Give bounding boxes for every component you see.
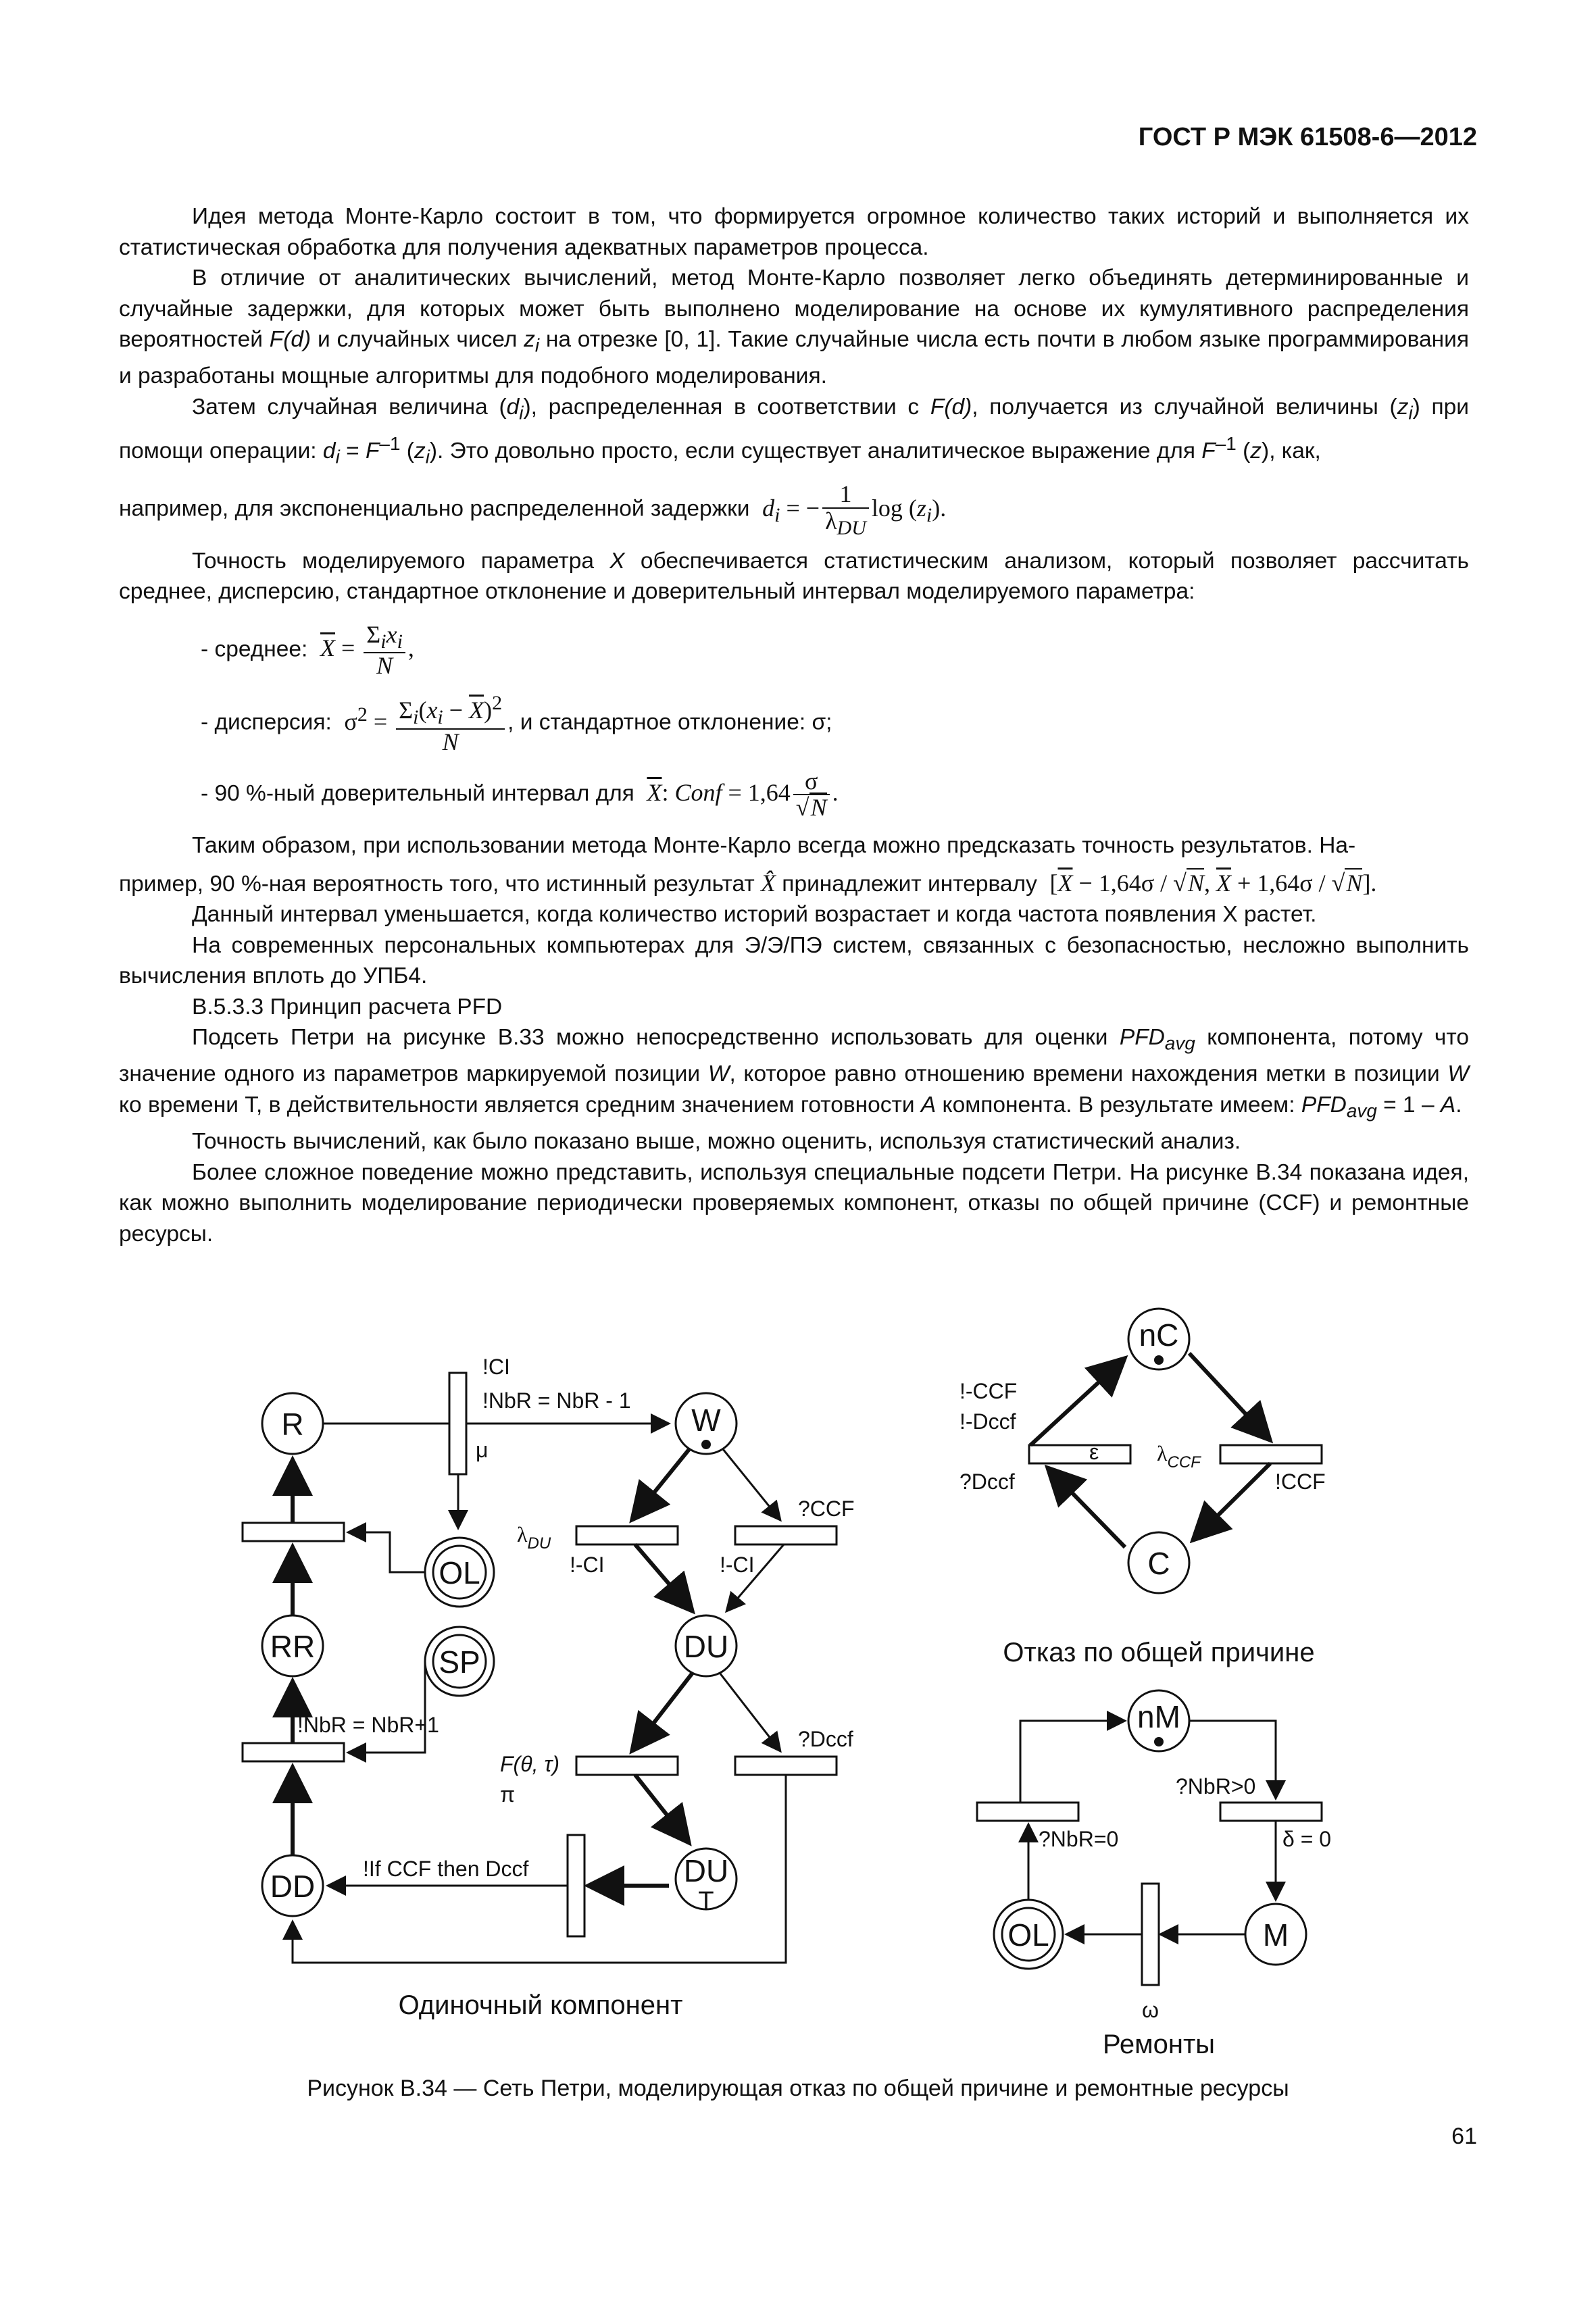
title-ccf: Отказ по общей причине	[1003, 1638, 1315, 1667]
label-f-theta: F(θ, τ)	[500, 1752, 559, 1776]
token-nM	[1154, 1737, 1164, 1746]
title-single-component: Одиночный компонент	[398, 1990, 683, 2020]
label-pi: π	[500, 1782, 516, 1807]
label-SP: SP	[439, 1644, 480, 1680]
transition-dccf	[735, 1757, 837, 1775]
paragraph-11: Точность вычислений, как было показано выше, можно оценить, используя статистический анализ.	[192, 1129, 1241, 1155]
label-not-ccf: !-CCF	[959, 1379, 1018, 1403]
label-q-ccf: ?CCF	[798, 1496, 855, 1521]
label-nC: nC	[1139, 1317, 1179, 1353]
transition-if-ccf	[568, 1835, 584, 1936]
label-epsilon: ε	[1089, 1440, 1099, 1464]
transition-repair	[243, 1523, 344, 1541]
title-repairs: Ремонты	[1102, 2030, 1216, 2059]
label-nbr-inc: !NbR = NbR+1	[297, 1713, 439, 1737]
label-mu: μ	[476, 1438, 489, 1462]
transition-test	[576, 1757, 678, 1775]
label-DD: DD	[270, 1869, 316, 1904]
paragraph-9: На современных персональных компьютерах для Э/Э/ПЭ систем, связанных с безопасностью, несложно выполнить вычисления вплоть до УПБ4.	[119, 932, 1469, 989]
paragraph-8: Данный интервал уменьшается, когда количество историй возрастает и когда частота появления X растет.	[192, 902, 1317, 928]
paragraph-12: Более сложное поведение можно представить, используя специальные подсети Петри. На рисунке B.34 показана идея, как можно выполнить моделирование периодически проверяемых компонент, отказы по общей причине (CCF) и ремонтные ресурсы.	[119, 1159, 1469, 1247]
label-M: M	[1262, 1917, 1289, 1953]
transition-mu	[449, 1373, 466, 1474]
label-q-nbr-eq0: ?NbR=0	[1039, 1827, 1119, 1851]
label-C: C	[1147, 1546, 1170, 1581]
label-q-nbr-gt0: ?NbR>0	[1176, 1774, 1256, 1799]
variance-formula: - дисперсия: $\sigma^2$ = $\frac{\Sigma_i(x_i - \overline{X})^2}{N}$ , и стандартное отклонение: σ;	[201, 692, 832, 755]
transition-ccf	[735, 1526, 837, 1544]
label-nbr-dec: !NbR = NbR - 1	[482, 1388, 631, 1413]
label-if-ccf: !If CCF then Dccf	[363, 1857, 529, 1881]
label-ex-ccf: !CCF	[1275, 1469, 1326, 1494]
label-RR: RR	[270, 1629, 316, 1664]
paragraph-7: пример, 90 %-ная вероятность того, что истинный результат X̂ принадлежит интервалу [$\overline{X} - 1,64\sigma / √N$, $\overline{X} + 1,64\sigma / √N$].	[119, 869, 1377, 897]
transition-nbr-inc	[243, 1743, 344, 1761]
label-not-dccf: !-Dccf	[959, 1409, 1016, 1434]
label-not-ci-2: !-CI	[720, 1553, 755, 1577]
document-header: ГОСТ Р МЭК 61508-6—2012	[1138, 123, 1477, 151]
label-lambda-du: $\lambda_{DU}$	[517, 1522, 551, 1553]
page-number: 61	[1451, 2123, 1477, 2149]
label-q-dccf-2: ?Dccf	[959, 1469, 1015, 1494]
label-q-dccf: ?Dccf	[798, 1727, 853, 1751]
label-ci: !CI	[482, 1355, 510, 1379]
transition-lambda-du	[576, 1526, 678, 1544]
transition-omega	[1142, 1884, 1159, 1985]
label-lambda-ccf: $\lambda_{CCF}$	[1157, 1441, 1201, 1472]
label-DUT-bottom: T	[698, 1887, 714, 1915]
token-nC	[1154, 1355, 1164, 1365]
transition-nbr-eq0	[977, 1803, 1078, 1821]
label-nM: nM	[1137, 1699, 1180, 1734]
label-W: W	[691, 1403, 721, 1438]
paragraph-2: В отличие от аналитических вычислений, метод Монте-Карло позволяет легко объединять детерминированные и случайные задержки, для которых может быть выполнено моделирование на основе их кумулятивного распределения вероятностей F(d) и случайных чисел $z_i$ на отрезке [0, 1]. Такие случайные числа есть почти в любом языке программирования и разработаны мощные алгоритмы для подобного моделирования.	[119, 266, 1469, 389]
transition-epsilon	[1029, 1445, 1130, 1463]
paragraph-4: например, для экспоненциально распределенной задержки $d_i$ = − $\frac{1}{\lambda_{DU}}$ $\log (z_i)$.	[119, 480, 947, 540]
label-delta0: δ = 0	[1282, 1827, 1332, 1851]
paragraph-10: Подсеть Петри на рисунке B.33 можно непосредственно использовать для оценки $PFD_{avg}$ компонента, потому что значение одного из параметров маркируемой позиции W, которое равно отношению времени нахождения метки в позиции W ко времени T, в действительности является средним значением готовности A компонента. В результате имеем: $PFD_{avg} = 1 - A$.	[119, 1025, 1469, 1122]
figure-caption: Рисунок B.34 — Сеть Петри, моделирующая отказ по общей причине и ремонтные ресурсы	[307, 2076, 1289, 2101]
label-OL: OL	[439, 1555, 480, 1590]
section-heading: B.5.3.3 Принцип расчета PFD	[192, 994, 503, 1020]
label-OL-repair: OL	[1007, 1917, 1049, 1953]
label-not-ci-1: !-CI	[570, 1553, 605, 1577]
transition-nbr-gt0	[1220, 1803, 1322, 1821]
paragraph-5: Точность моделируемого параметра X обеспечивается статистическим анализом, который позволяет рассчитать среднее, дисперсию, стандартное отклонение и доверительный интервал моделируемого параметра:	[119, 548, 1469, 605]
transition-lambda-ccf	[1220, 1445, 1322, 1463]
exp-delay-formula: $d_i$ = − $\frac{1}{\lambda_{DU}}$ $\log (z_i)$.	[762, 480, 947, 540]
label-omega: ω	[1142, 1998, 1159, 2022]
paragraph-6: Таким образом, при использовании метода Монте-Карло всегда можно предсказать точность результатов. На-	[192, 833, 1356, 859]
mean-formula: - среднее: $\overline{X}$ = $\frac{\Sigma_ix_i}{N}$ ,	[201, 620, 414, 680]
paragraph-3: Затем случайная величина $(d_i)$, распределенная в соответствии с F(d), получается из случайной величины $(z_i)$ при помощи операции: $d_i = F^{-1}$ $(z_i)$. Это довольно просто, если существует аналитическое выражение для $F^{-1}$ (z), как,	[119, 394, 1470, 468]
label-DU: DU	[683, 1629, 729, 1664]
ci-formula: - 90 %-ный доверительный интервал для $\overline{X}$: Conf = 1,64 $\frac{\sigma}{√N}$ .	[201, 767, 839, 822]
label-DUT-top: DU	[683, 1853, 729, 1888]
paragraph-1: Идея метода Монте-Карло состоит в том, что формируется огромное количество таких историй и выполняется их статистическая обработка для получения адекватных параметров процесса.	[119, 204, 1469, 260]
label-R: R	[281, 1407, 304, 1442]
token-W	[701, 1440, 711, 1449]
